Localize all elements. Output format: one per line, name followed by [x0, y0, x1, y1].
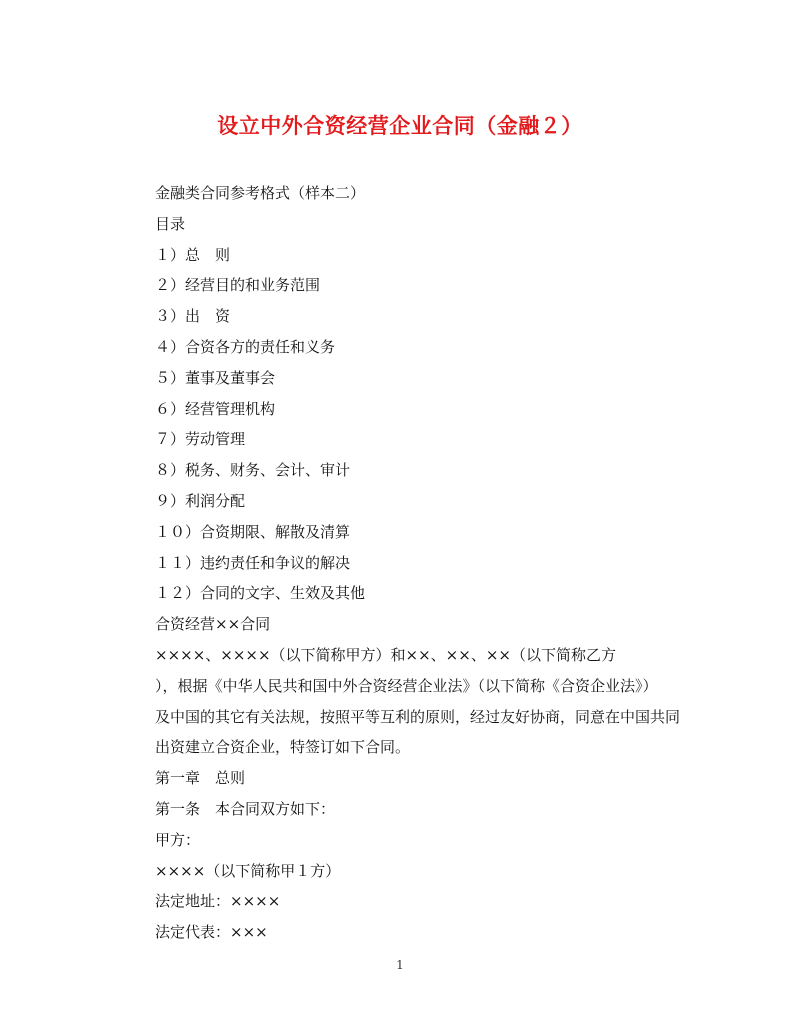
toc-item-3: ３）出 资 [155, 307, 231, 326]
toc-item-10: １０）合资期限、解散及清算 [155, 522, 351, 541]
chapter-1-heading: 第一章 总则 [155, 769, 246, 788]
toc-item-7: ７）劳动管理 [155, 430, 246, 449]
toc-item-5: ５）董事及董事会 [155, 368, 276, 387]
document-body [155, 178, 681, 948]
text-line-sample-format: 金融类合同参考格式（样本二） [155, 184, 366, 202]
contract-name-line: 合资经营××合同 [155, 615, 271, 634]
toc-item-12: １２）合同的文字、生效及其他 [155, 584, 366, 603]
paragraph-row: ），根据《中华人民共和国中外合资经营企业法》（以下简称《合资企业法》） [155, 676, 658, 695]
party-a-name: ××××（以下简称甲１方） [155, 861, 341, 880]
toc-item-9: ９）利润分配 [155, 491, 246, 510]
page-number: 1 [396, 958, 404, 972]
text-line-toc-heading: 目录 [155, 214, 186, 233]
toc-item-4: ４）合资各方的责任和义务 [155, 337, 336, 356]
paragraph-row: ××××、××××（以下简称甲方）和××、××、××（以下简称乙方 [155, 645, 616, 664]
toc-item-6: ６）经营管理机构 [155, 399, 276, 418]
paragraph-row: 及中国的其它有关法规，按照平等互利的原则，经过友好协商，同意在中国共同 [155, 707, 681, 726]
toc-item-8: ８）税务、财务、会计、审计 [155, 461, 351, 480]
article-1-heading: 第一条 本合同双方如下： [155, 799, 336, 818]
party-a-representative: 法定代表：××× [155, 923, 268, 942]
party-a-label: 甲方： [155, 830, 201, 849]
party-a-address: 法定地址：×××× [155, 892, 281, 911]
document-title: 设立中外合资经营企业合同（金融２） [217, 113, 583, 138]
toc-item-11: １１）违约责任和争议的解决 [155, 553, 351, 572]
toc-item-2: ２）经营目的和业务范围 [155, 276, 321, 295]
toc-item-1: １）总 则 [155, 245, 231, 264]
preamble-paragraph [155, 640, 681, 763]
paragraph-row: 出资建立合资企业，特签订如下合同。 [155, 738, 411, 757]
